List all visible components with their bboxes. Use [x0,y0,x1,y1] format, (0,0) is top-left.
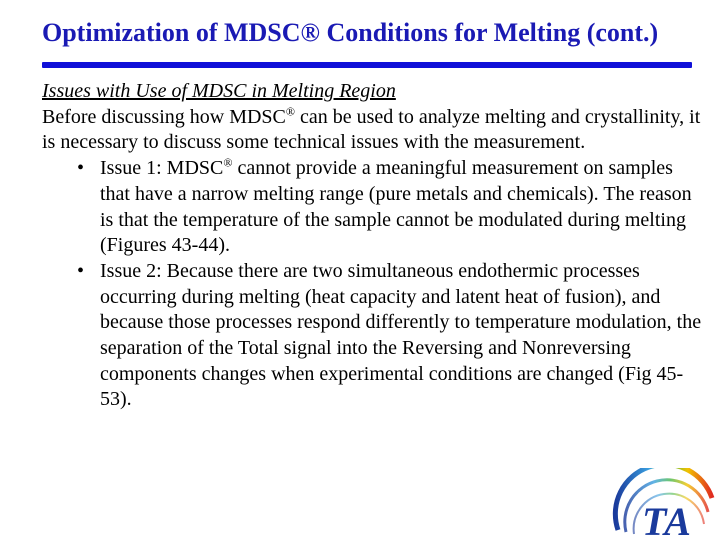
intro-text-before: Before discussing how MDSC [42,105,286,128]
issue-1-text-before: Issue 1: MDSC [100,157,224,180]
issues-list [42,156,702,413]
issue-2-text: Issue 2: Because there are two simultaneous endothermic processes occurring during melting (heat capacity and latent heat of fusion), and because those processes respond differently to temperature modulation, the separation of the Total signal into the Reversing and Nonreversing components changes when experimental conditions are changed (Fig 45-53). [100,259,702,411]
registered-mark: ® [223,155,233,170]
bullet-marker: • [77,157,85,180]
ta-instruments-logo-icon [600,468,716,536]
registered-mark: ® [285,104,296,119]
bullet-marker: • [77,259,85,282]
intro-text-after: can be used to analyze melting and crystallinity, it is necessary to discuss some technical issues with the measurement. [42,105,701,154]
title-divider [42,62,692,68]
list-item-issue-1 [42,156,702,259]
list-item-issue-2 [42,259,702,413]
section-subheading: Issues with Use of MDSC in Melting Region [42,80,396,102]
issue-1-text-after: cannot provide a meaningful measurement on samples that have a narrow melting range (pure metals and chemicals). The reason is that the temperature of the sample cannot be modulated during melting (Figures 43-44). [100,157,692,257]
intro-paragraph [42,105,702,156]
slide-body [42,79,702,413]
logo-text: TA [642,499,691,536]
slide-title: Optimization of MDSC® Conditions for Melting (cont.) [42,18,659,47]
